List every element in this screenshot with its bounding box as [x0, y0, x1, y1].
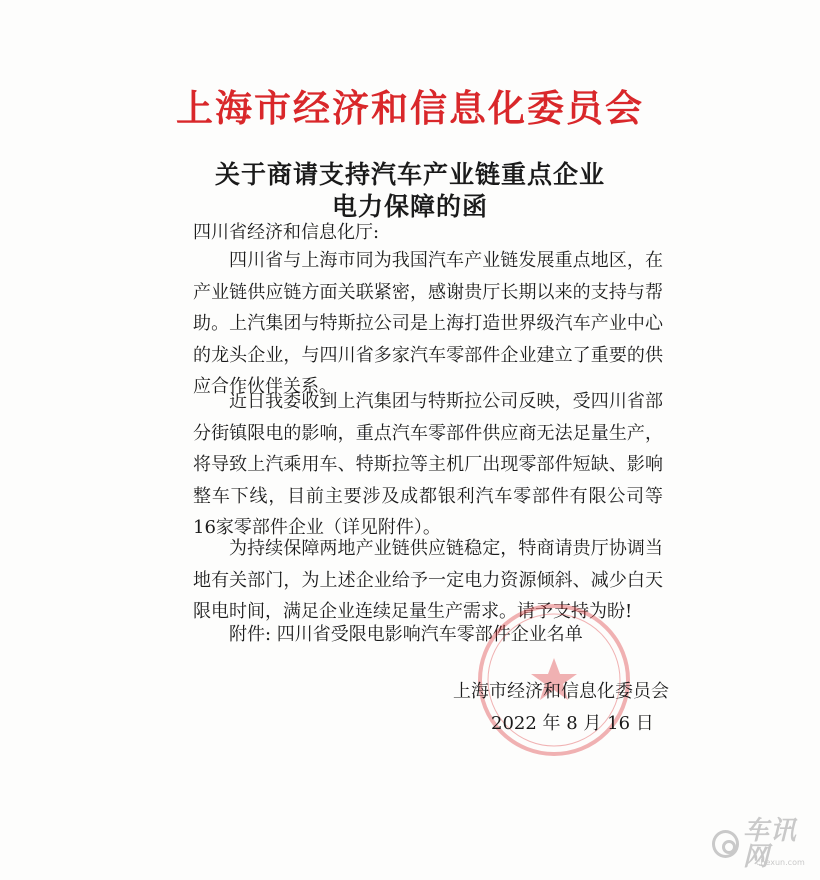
watermark-text: 车讯网 [742, 816, 797, 872]
letterhead-title: 上海市经济和信息化委员会 [176, 86, 644, 130]
signature-date: 2022 年 8 月 16 日 [491, 713, 654, 734]
body-paragraph-3: 为持续保障两地产业链供应链稳定，特商请贵厅协调当地有关部门，为上述企业给予一定电力资源倾斜、减少白天限电时间，满足企业连续足量生产需求。请予支持为盼! [193, 538, 663, 622]
body-paragraph-2: 近日我委收到上汽集团与特斯拉公司反映，受四川省部分街镇限电的影响，重点汽车零部件供应商无法足量生产，将导致上汽乘用车、特斯拉等主机厂出现零部件短缺、影响整车下线，目前主要涉及成都银利汽车零部件有限公司等16家零部件企业（详见附件）。 [193, 391, 663, 538]
watermark-subtext: chexun.com [756, 858, 805, 867]
watermark-logo-icon [712, 830, 739, 858]
attachment-line: 附件: 四川省受限电影响汽车零部件企业名单 [229, 624, 583, 645]
body-paragraph-1: 四川省与上海市同为我国汽车产业链发展重点地区，在产业链供应链方面关联紧密，感谢贵厅长期以来的支持与帮助。上汽集团与特斯拉公司是上海打造世界级汽车产业中心的龙头企业，与四川省多家汽车零部件企业建立了重要的供应合作伙伴关系。 [193, 250, 663, 397]
salutation: 四川省经济和信息化厅: [193, 222, 380, 243]
subject-line-1: 关于商请支持汽车产业链重点企业 [214, 160, 605, 189]
signature-organization: 上海市经济和信息化委员会 [453, 681, 669, 702]
subject-line-2: 电力保障的函 [331, 192, 488, 221]
